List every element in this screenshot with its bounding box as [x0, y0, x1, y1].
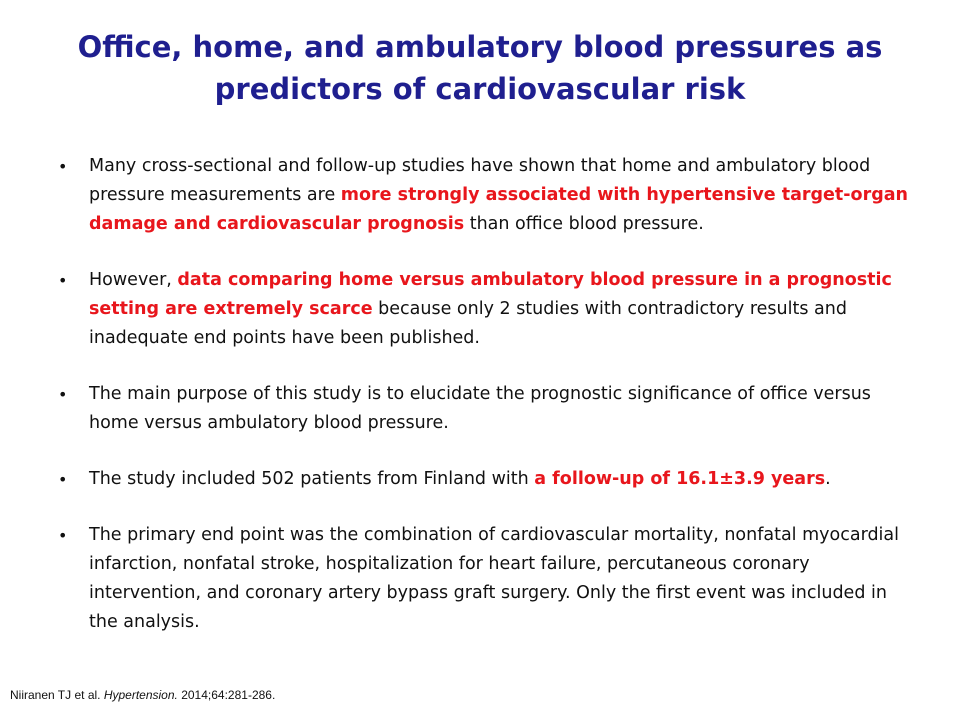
bullet-item [58, 152, 918, 239]
bullet-text: Many cross-sectional and follow-up studies have shown that home and ambulatory blood pressure measurements are [89, 156, 871, 205]
bullet-dot-icon: • [58, 526, 68, 545]
bullet-dot-icon: • [58, 385, 68, 404]
citation-journal: Hypertension. [103, 688, 178, 702]
bullet-dot-icon: • [58, 470, 68, 489]
bullet-list [58, 152, 918, 637]
citation [10, 688, 275, 702]
bullet-text: than office blood pressure. [464, 214, 704, 234]
bullet-item [58, 266, 918, 353]
bullet-dot-icon: • [58, 271, 68, 290]
bullet-text: . [825, 469, 831, 489]
bullet-highlight: data comparing home versus ambulatory blood pressure in a prognostic setting are extremely scarce [89, 270, 892, 319]
bullet-text: The primary end point was the combination of cardiovascular mortality, nonfatal myocardial infarction, nonfatal stroke, hospitalization for heart failure, percutaneous coronary intervention, and coronary artery bypass graft surgery. Only the first event was included in the analysis. [89, 525, 900, 632]
citation-details: 2014;64:281-286. [177, 688, 276, 702]
bullet-text: The main purpose of this study is to elucidate the prognostic significance of office versus home versus ambulatory blood pressure. [89, 384, 871, 433]
bullet-item [58, 521, 918, 637]
bullet-text: because only 2 studies with contradictory results and inadequate end points have been published. [89, 299, 847, 348]
bullet-dot-icon: • [58, 157, 68, 176]
bullet-highlight: a follow-up of 16.1±3.9 years [534, 469, 826, 489]
bullet-text: The study included 502 patients from Finland with [89, 469, 535, 489]
bullet-item [58, 380, 918, 438]
title-line-2: predictors of cardiovascular risk [214, 72, 746, 106]
title-line-1: Office, home, and ambulatory blood pressures as [77, 30, 883, 64]
bullet-text: However, [89, 270, 178, 290]
slide-title [60, 26, 900, 110]
bullet-item [58, 465, 918, 494]
citation-authors: Niiranen TJ et al. [10, 688, 104, 702]
bullet-highlight: more strongly associated with hypertensive target-organ damage and cardiovascular prognosis [89, 185, 908, 234]
